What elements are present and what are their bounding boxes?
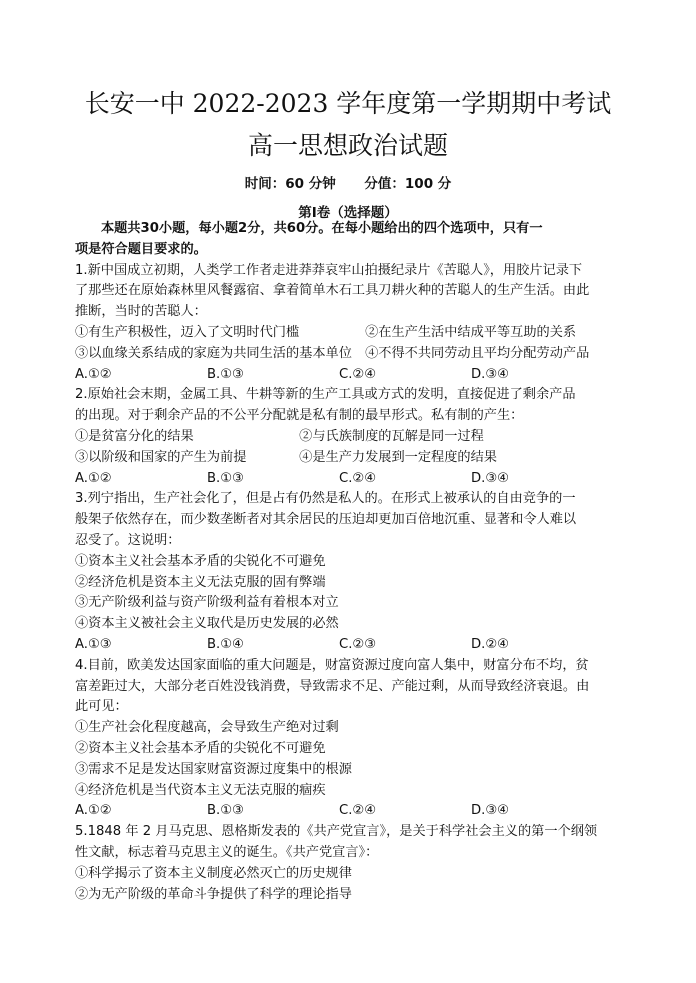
option-a: A.①② — [75, 470, 112, 486]
question-text: 富差距过大，大部分老百姓没钱消费，导致需求不足、产能过剩，从而导致经济衰退。由 — [75, 678, 590, 694]
statement: ③以血缘关系结成的家庭为共同生活的基本单位 ④不得不共同劳动且平均分配劳动产品 — [75, 345, 590, 361]
option-b: B.①③ — [207, 803, 244, 819]
answer-options — [75, 365, 623, 386]
question-3 — [75, 489, 623, 655]
statement: ①生产社会化程度越高，会导致生产绝对过剩 — [75, 720, 339, 736]
question-text: 的出现。对于剩余产品的不公平分配就是私有制的最早形式。私有制的产生： — [75, 408, 524, 424]
statement: ③需求不足是发达国家财富资源过度集中的根源 — [75, 761, 352, 777]
question-text: 了那些还在原始森林里风餐露宿、拿着简单木石工具刀耕火种的苦聪人的生产生活。由此 — [75, 283, 590, 299]
answer-options — [75, 801, 623, 822]
statement: ③无产阶级利益与资产阶级利益有着根本对立 — [75, 595, 339, 611]
statement: ①科学揭示了资本主义制度必然灭亡的历史规律 — [75, 865, 352, 881]
option-b: B.①③ — [207, 366, 244, 382]
exam-title: 长安一中 2022-2023 学年度第一学期期中考试 — [84, 89, 612, 118]
question-text: 5.1848 年 2 月马克思、恩格斯发表的《共产党宣言》，是关于科学社会主义的第一个纲领 — [75, 824, 598, 840]
statement: ②为无产阶级的革命斗争提供了科学的理论指导 — [75, 886, 352, 902]
option-c: C.②④ — [339, 803, 377, 819]
option-d: D.②④ — [471, 636, 509, 652]
question-text: 忍受了。这说明： — [75, 532, 181, 548]
statement: ③以阶级和国家的产生为前提 ④是生产力发展到一定程度的结果 — [75, 449, 497, 465]
option-d: D.③④ — [471, 803, 509, 819]
option-b: B.①④ — [207, 636, 244, 652]
option-c: C.②④ — [339, 470, 377, 486]
exam-time: 时间：60 分钟 — [244, 176, 336, 192]
statement: ①有生产积极性，迈入了文明时代门槛 ②在生产生活中结成平等互助的关系 — [75, 324, 577, 340]
statement: ②经济危机是资本主义无法克服的固有弊端 — [75, 574, 326, 590]
option-d: D.③④ — [471, 470, 509, 486]
option-b: B.①③ — [207, 470, 244, 486]
statement: ①资本主义社会基本矛盾的尖锐化不可避免 — [75, 553, 326, 569]
exam-meta — [0, 172, 696, 192]
option-d: D.③④ — [471, 366, 509, 382]
section-title: 第Ⅰ卷（选择题） — [298, 205, 398, 221]
option-c: C.②③ — [339, 636, 377, 652]
question-2 — [75, 385, 623, 489]
option-a: A.①③ — [75, 636, 112, 652]
question-text: 此可见： — [75, 699, 128, 715]
question-4 — [75, 656, 623, 822]
question-text: 4.目前，欧美发达国家面临的重大问题是，财富资源过度向富人集中，财富分布不均，贫 — [75, 657, 589, 673]
option-a: A.①② — [75, 366, 112, 382]
instructions-line-2: 项是符合题目要求的。 — [75, 241, 207, 257]
option-a: A.①② — [75, 803, 112, 819]
question-text: 1.新中国成立初期，人类学工作者走进莽莽哀牢山拍摄纪录片《苦聪人》，用胶片记录下 — [75, 262, 583, 278]
option-c: C.②④ — [339, 366, 377, 382]
question-1 — [75, 261, 623, 386]
statement: ②资本主义社会基本矛盾的尖锐化不可避免 — [75, 740, 326, 756]
question-5 — [75, 822, 623, 905]
exam-subtitle: 高一思想政治试题 — [247, 131, 448, 160]
question-text: 性文献，标志着马克思主义的诞生。《共产党宣言》： — [75, 844, 379, 860]
question-text: 推断，当时的苦聪人： — [75, 304, 207, 320]
exam-score: 分值：100 分 — [364, 176, 452, 192]
question-text: 2.原始社会末期，金属工具、牛耕等新的生产工具或方式的发明，直接促进了剩余产品 — [75, 387, 576, 403]
answer-options — [75, 635, 623, 656]
question-text: 般架子依然存在，而少数垄断者对其余居民的压迫却更加百倍地沉重、显著和令人难以 — [75, 512, 577, 528]
exam-content — [75, 219, 623, 905]
question-text: 3.列宁指出，生产社会化了，但是占有仍然是私人的。在形式上被承认的自由竞争的一 — [75, 491, 576, 507]
statement: ①是贫富分化的结果 ②与氏族制度的瓦解是同一过程 — [75, 428, 484, 444]
answer-options — [75, 469, 623, 490]
statement: ④资本主义被社会主义取代是历史发展的必然 — [75, 616, 339, 632]
instructions-line-1: 本题共30小题，每小题2分，共60分。在每小题给出的四个选项中，只有一 — [101, 221, 543, 236]
statement: ④经济危机是当代资本主义无法克服的痼疾 — [75, 782, 326, 798]
